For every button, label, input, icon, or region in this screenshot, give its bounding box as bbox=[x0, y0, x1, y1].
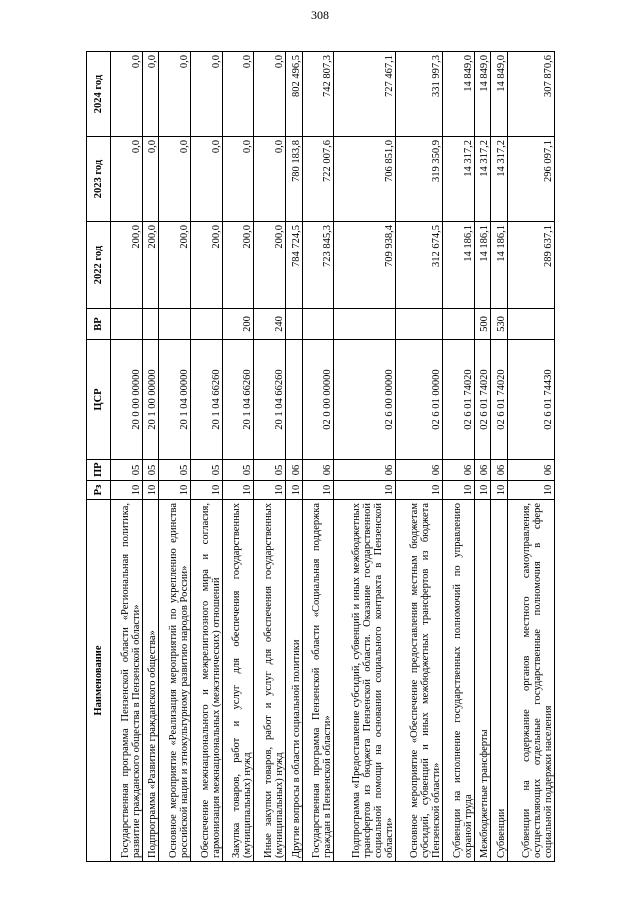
row-rz: 10 bbox=[142, 481, 159, 500]
row-vr: 200 bbox=[222, 309, 254, 340]
row-csr: 02 6 01 00000 bbox=[396, 340, 443, 460]
row-pr: 06 bbox=[302, 460, 334, 481]
row-csr: 20 1 04 66260 bbox=[254, 340, 286, 460]
row-2024: 0,0 bbox=[190, 52, 222, 137]
row-name: Субвенции bbox=[491, 500, 508, 862]
row-name: Субвенции на содержание органов местного самоуправления, осуществляющих отдельные государственные полномочия в сфере социальной поддержки населения bbox=[507, 500, 554, 862]
row-2022: 784 724,5 bbox=[286, 222, 303, 309]
row-rz: 10 bbox=[474, 481, 491, 500]
row-name: Другие вопросы в области социальной политики bbox=[286, 500, 303, 862]
row-rz: 10 bbox=[111, 481, 143, 500]
table-row bbox=[286, 52, 303, 862]
row-rz: 10 bbox=[190, 481, 222, 500]
row-2024: 0,0 bbox=[111, 52, 143, 137]
row-vr bbox=[396, 309, 443, 340]
row-name: Подпрограмма «Развитие гражданского общества» bbox=[142, 500, 159, 862]
row-csr: 02 6 00 00000 bbox=[334, 340, 396, 460]
row-vr: 240 bbox=[254, 309, 286, 340]
row-rz: 10 bbox=[507, 481, 554, 500]
row-2022: 709 938,4 bbox=[334, 222, 396, 309]
row-2024: 14 849,0 bbox=[443, 52, 475, 137]
page-number: 308 bbox=[311, 8, 329, 22]
header-name: Наименование bbox=[87, 500, 111, 862]
row-vr bbox=[443, 309, 475, 340]
row-2023: 0,0 bbox=[159, 137, 191, 222]
row-vr bbox=[142, 309, 159, 340]
row-vr bbox=[334, 309, 396, 340]
row-2023: 14 317,2 bbox=[443, 137, 475, 222]
row-2023: 0,0 bbox=[190, 137, 222, 222]
row-rz: 10 bbox=[334, 481, 396, 500]
row-2024: 0,0 bbox=[159, 52, 191, 137]
row-2023: 706 851,0 bbox=[334, 137, 396, 222]
row-name: Государственная программа Пензенской области «Региональная политика, развитие гражданского общества в Пензенской области» bbox=[111, 500, 143, 862]
row-2024: 742 807,3 bbox=[302, 52, 334, 137]
row-2023: 319 350,9 bbox=[396, 137, 443, 222]
table-row bbox=[190, 52, 222, 862]
row-name: Межбюджетные трансферты bbox=[474, 500, 491, 862]
row-2024: 0,0 bbox=[222, 52, 254, 137]
row-rz: 10 bbox=[491, 481, 508, 500]
table-header-row bbox=[87, 52, 111, 862]
budget-table bbox=[86, 51, 555, 862]
row-2022: 200,0 bbox=[159, 222, 191, 309]
row-csr: 20 0 00 00000 bbox=[111, 340, 143, 460]
header-2022: 2022 год bbox=[87, 222, 111, 309]
table-row bbox=[254, 52, 286, 862]
row-vr bbox=[111, 309, 143, 340]
row-name: Основное мероприятие «Реализация мероприятий по укреплению единства российской нации и этнокультурному развитию народов России» bbox=[159, 500, 191, 862]
row-rz: 10 bbox=[159, 481, 191, 500]
row-2023: 0,0 bbox=[222, 137, 254, 222]
row-csr: 02 6 01 74430 bbox=[507, 340, 554, 460]
row-pr: 05 bbox=[111, 460, 143, 481]
row-2023: 14 317,2 bbox=[474, 137, 491, 222]
row-rz: 10 bbox=[286, 481, 303, 500]
row-2023: 0,0 bbox=[142, 137, 159, 222]
row-pr: 06 bbox=[334, 460, 396, 481]
row-2022: 200,0 bbox=[254, 222, 286, 309]
row-2023: 296 097,1 bbox=[507, 137, 554, 222]
row-name: Подпрограмма «Предоставление субсидий, субвенций и иных межбюджетных трансфертов из бюджета Пензенской области. Оказание государственной социальной помощи на основании социального контракта в Пензенской области» bbox=[334, 500, 396, 862]
rotated-table-container bbox=[86, 52, 555, 862]
row-2024: 802 496,5 bbox=[286, 52, 303, 137]
row-2022: 200,0 bbox=[111, 222, 143, 309]
table-row bbox=[491, 52, 508, 862]
row-vr bbox=[507, 309, 554, 340]
row-2022: 200,0 bbox=[222, 222, 254, 309]
row-2022: 723 845,3 bbox=[302, 222, 334, 309]
row-csr: 20 1 04 00000 bbox=[159, 340, 191, 460]
row-2024: 0,0 bbox=[254, 52, 286, 137]
row-vr: 530 bbox=[491, 309, 508, 340]
row-pr: 06 bbox=[443, 460, 475, 481]
row-rz: 10 bbox=[222, 481, 254, 500]
table-row bbox=[111, 52, 143, 862]
table-row bbox=[142, 52, 159, 862]
row-2024: 0,0 bbox=[142, 52, 159, 137]
row-2022: 14 186,1 bbox=[491, 222, 508, 309]
header-2024: 2024 год bbox=[87, 52, 111, 137]
row-vr: 500 bbox=[474, 309, 491, 340]
row-pr: 06 bbox=[396, 460, 443, 481]
row-csr: 02 6 01 74020 bbox=[443, 340, 475, 460]
row-2024: 14 849,0 bbox=[491, 52, 508, 137]
row-rz: 10 bbox=[443, 481, 475, 500]
table-body bbox=[111, 52, 555, 862]
table-row bbox=[474, 52, 491, 862]
row-2023: 0,0 bbox=[111, 137, 143, 222]
row-2024: 307 870,6 bbox=[507, 52, 554, 137]
row-pr: 05 bbox=[254, 460, 286, 481]
row-2022: 289 637,1 bbox=[507, 222, 554, 309]
row-name: Обеспечение межнационального и межрелигиозного мира и согласия, гармонизация межнациональных (межэтнических) отношений bbox=[190, 500, 222, 862]
row-vr bbox=[302, 309, 334, 340]
row-csr: 20 1 04 66260 bbox=[190, 340, 222, 460]
row-2022: 200,0 bbox=[142, 222, 159, 309]
table-row bbox=[334, 52, 396, 862]
row-csr: 02 6 01 74020 bbox=[491, 340, 508, 460]
row-pr: 05 bbox=[142, 460, 159, 481]
row-pr: 05 bbox=[159, 460, 191, 481]
table-row bbox=[302, 52, 334, 862]
row-vr bbox=[159, 309, 191, 340]
row-csr: 20 1 00 00000 bbox=[142, 340, 159, 460]
row-rz: 10 bbox=[254, 481, 286, 500]
row-pr: 06 bbox=[507, 460, 554, 481]
row-pr: 05 bbox=[222, 460, 254, 481]
header-rz: Рз bbox=[87, 481, 111, 500]
row-csr: 20 1 04 66260 bbox=[222, 340, 254, 460]
row-name: Закупка товаров, работ и услуг для обеспечения государственных (муниципальных) нужд bbox=[222, 500, 254, 862]
row-2023: 780 183,8 bbox=[286, 137, 303, 222]
header-vr: ВР bbox=[87, 309, 111, 340]
row-2024: 727 467,1 bbox=[334, 52, 396, 137]
header-pr: ПР bbox=[87, 460, 111, 481]
row-name: Государственная программа Пензенской области «Социальная поддержка граждан в Пензенской области» bbox=[302, 500, 334, 862]
row-2022: 200,0 bbox=[190, 222, 222, 309]
header-2023: 2023 год bbox=[87, 137, 111, 222]
row-pr: 06 bbox=[286, 460, 303, 481]
table-row bbox=[443, 52, 475, 862]
table-row bbox=[396, 52, 443, 862]
row-pr: 06 bbox=[474, 460, 491, 481]
row-name: Основное мероприятие «Обеспечение предоставления местным бюджетам субсидий, субвенций и иных межбюджетных трансфертов из бюджета Пензенской области» bbox=[396, 500, 443, 862]
table-row bbox=[222, 52, 254, 862]
row-rz: 10 bbox=[396, 481, 443, 500]
row-vr bbox=[286, 309, 303, 340]
row-2023: 14 317,2 bbox=[491, 137, 508, 222]
row-rz: 10 bbox=[302, 481, 334, 500]
row-csr bbox=[286, 340, 303, 460]
row-csr: 02 0 00 00000 bbox=[302, 340, 334, 460]
row-2023: 722 007,6 bbox=[302, 137, 334, 222]
row-2022: 14 186,1 bbox=[474, 222, 491, 309]
row-csr: 02 6 01 74020 bbox=[474, 340, 491, 460]
table-row bbox=[507, 52, 554, 862]
row-name: Субвенции на исполнение государственных полномочий по управлению охраной труда bbox=[443, 500, 475, 862]
row-pr: 06 bbox=[491, 460, 508, 481]
row-2022: 312 674,5 bbox=[396, 222, 443, 309]
row-pr: 05 bbox=[190, 460, 222, 481]
row-2023: 0,0 bbox=[254, 137, 286, 222]
row-vr bbox=[190, 309, 222, 340]
row-2024: 331 997,3 bbox=[396, 52, 443, 137]
row-name: Иные закупки товаров, работ и услуг для обеспечения государственных (муниципальных) нужд bbox=[254, 500, 286, 862]
row-2022: 14 186,1 bbox=[443, 222, 475, 309]
row-2024: 14 849,0 bbox=[474, 52, 491, 137]
table-row bbox=[159, 52, 191, 862]
header-csr: ЦСР bbox=[87, 340, 111, 460]
